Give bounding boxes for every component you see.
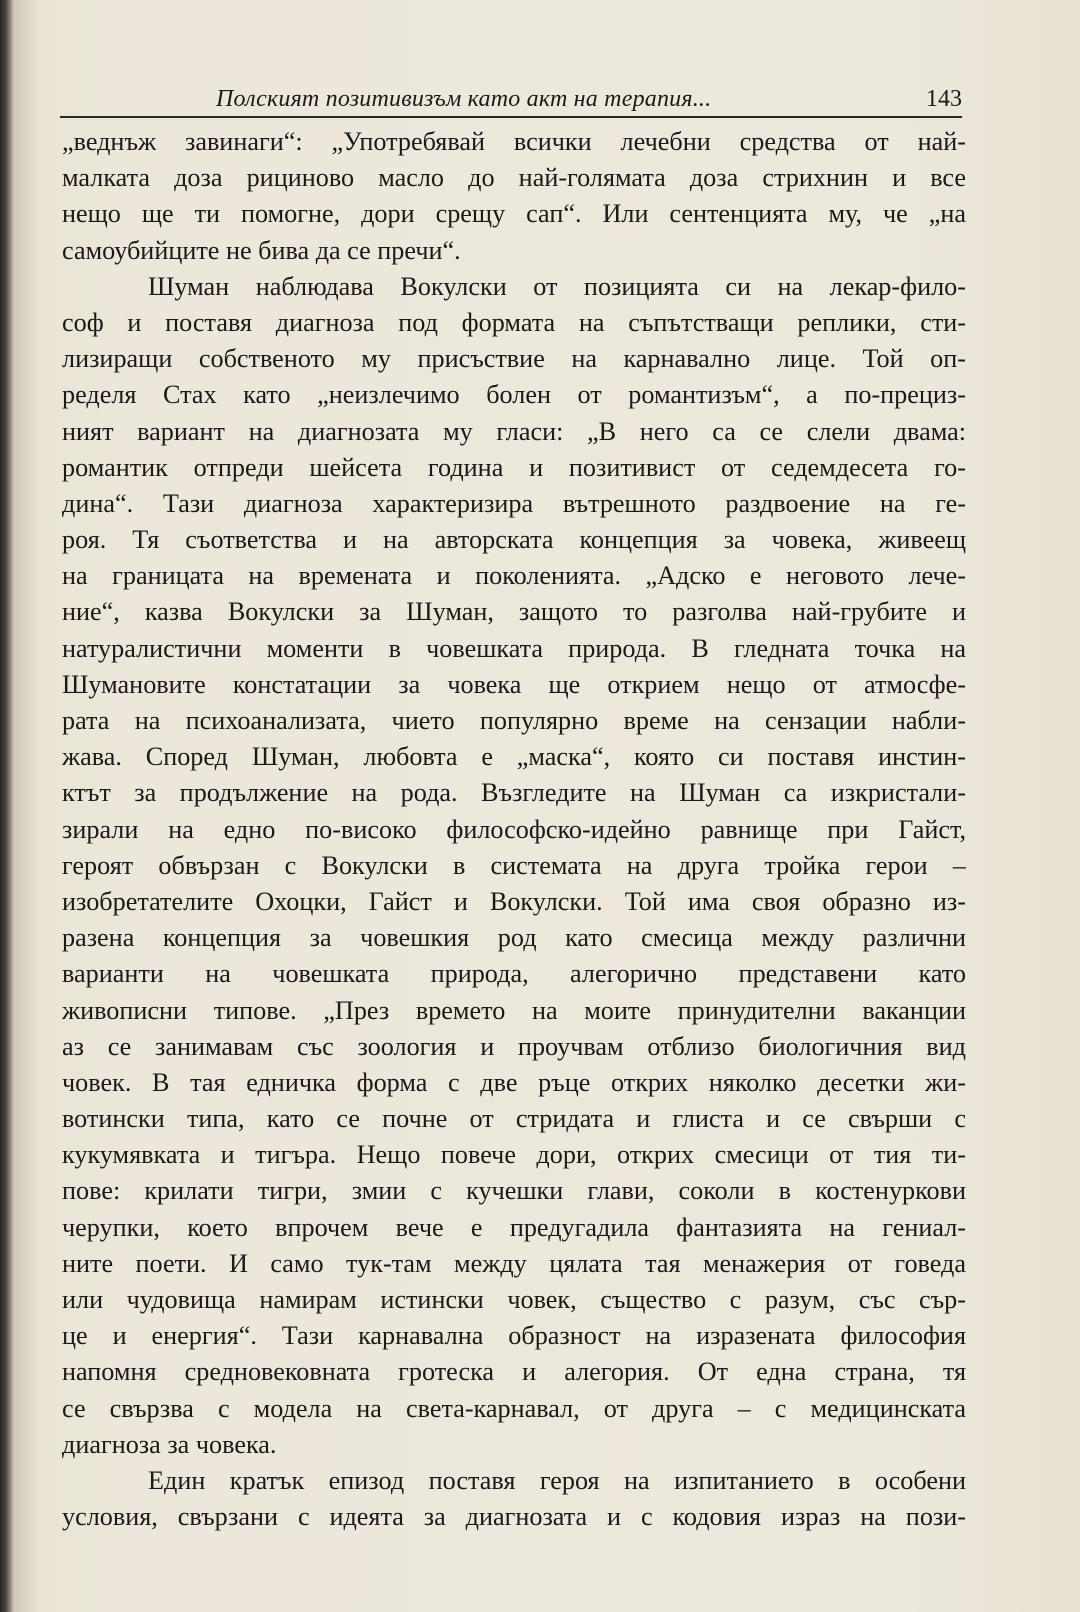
text-line: варианти на човешката природа, алегорично представени като [62,959,966,989]
text-line: натуралистични моменти в човешката природа. В гледната точка на [62,633,966,663]
page-number: 143 [926,86,962,112]
text-line: нещо ще ти помогне, дори срещу сап“. Или сентенцията му, че „на [62,199,966,229]
text-line: малката доза рициново масло до най-голямата доза стрихнин и все [62,163,966,193]
text-line: лизиращи собственото му присъствие на карнавално лице. Той оп- [62,344,966,374]
text-line: или чудовища намирам истински човек, същество с разум, със сър- [62,1285,966,1314]
text-line: ределя Стах като „неизлечимо болен от романтизъм“, а по-прециз- [62,380,966,410]
text-line: ният вариант на диагнозата му гласи: „В него са се слели двама: [62,416,966,446]
text-line: разена концепция за човешкия род като смесица между различни [62,923,966,953]
text-line: диагноза за човека. [62,1429,277,1459]
running-header [60,82,962,118]
text-line: самоубийците не бива да се пречи“. [62,235,461,265]
text-line: се свързва с модела на света-карнавал, от друга – с медицинската [62,1393,966,1423]
text-line: на границата на времената и поколенията. „Адско е неговото лече- [62,561,966,591]
text-line: вотински типа, като се почне от стридата и глиста и се свърши с [62,1104,966,1134]
text-line: човек. В тая едничка форма с две ръце открих няколко десетки жи- [62,1067,966,1097]
text-line: изобретателите Охоцки, Гайст и Вокулски. Той има своя образно из- [62,886,966,916]
body-text [62,124,966,1535]
text-line: условия, свързани с идеята за диагнозата и с кодовия израз на пози- [62,1502,966,1532]
text-line: ните поети. И само тук-там между цялата тая менажерия от говеда [62,1248,966,1278]
text-line: пове: крилати тигри, змии с кучешки глави, соколи в костенуркови [62,1176,966,1206]
text-line: кукумявката и тигъра. Нещо повече дори, открих смесици от тия ти- [62,1140,966,1170]
paragraph-start-line: Един кратък епизод поставя героя на изпитанието в особени [148,1465,966,1495]
text-line: зирали на едно по-високо философско-идейно равнище при Гайст, [62,814,966,844]
text-line: ктът за продължение на рода. Възгледите на Шуман са изкристали- [62,778,966,808]
text-line: роя. Тя съответства и на авторската концепция за човека, живеещ [62,525,966,555]
text-line: черупки, което впрочем вече е предугадила фантазията на гениал- [62,1212,966,1242]
text-line: це и енергия“. Тази карнавална образност на изразената философия [62,1321,966,1351]
text-line: дина“. Тази диагноза характеризира вътрешното раздвоение на ге- [62,488,966,518]
text-line: ние“, казва Вокулски за Шуман, защото то разголва най-грубите и [62,597,966,627]
text-line: жава. Според Шуман, любовта е „маска“, която си поставя инстин- [62,742,966,772]
text-line: живописни типове. „През времето на моите принудителни ваканции [62,995,966,1025]
paragraph-start-line: Шуман наблюдава Вокулски от позицията си на лекар-фило- [148,271,966,301]
text-line: соф и поставя диагноза под формата на съпътстващи реплики, сти- [62,307,966,337]
text-line: героят обвързан с Вокулски в системата на друга тройка герои – [62,850,966,880]
text-line: напомня средновековната гротеска и алегория. От една страна, тя [62,1357,966,1387]
text-line: „веднъж завинаги“: „Употребявай всички лечебни средства от най- [62,127,966,156]
text-line: романтик отпреди шейсета година и позитивист от седемдесета го- [62,452,966,482]
text-line: Шумановите констатации за човека ще открием нещо от атмосфе- [62,669,966,699]
text-line: рата на психоанализата, чието популярно време на сензации набли- [62,706,966,735]
text-line: аз се занимавам със зоология и проучвам отблизо биологичния вид [62,1031,966,1061]
running-title: Полският позитивизъм като акт на терапия... [216,86,712,112]
